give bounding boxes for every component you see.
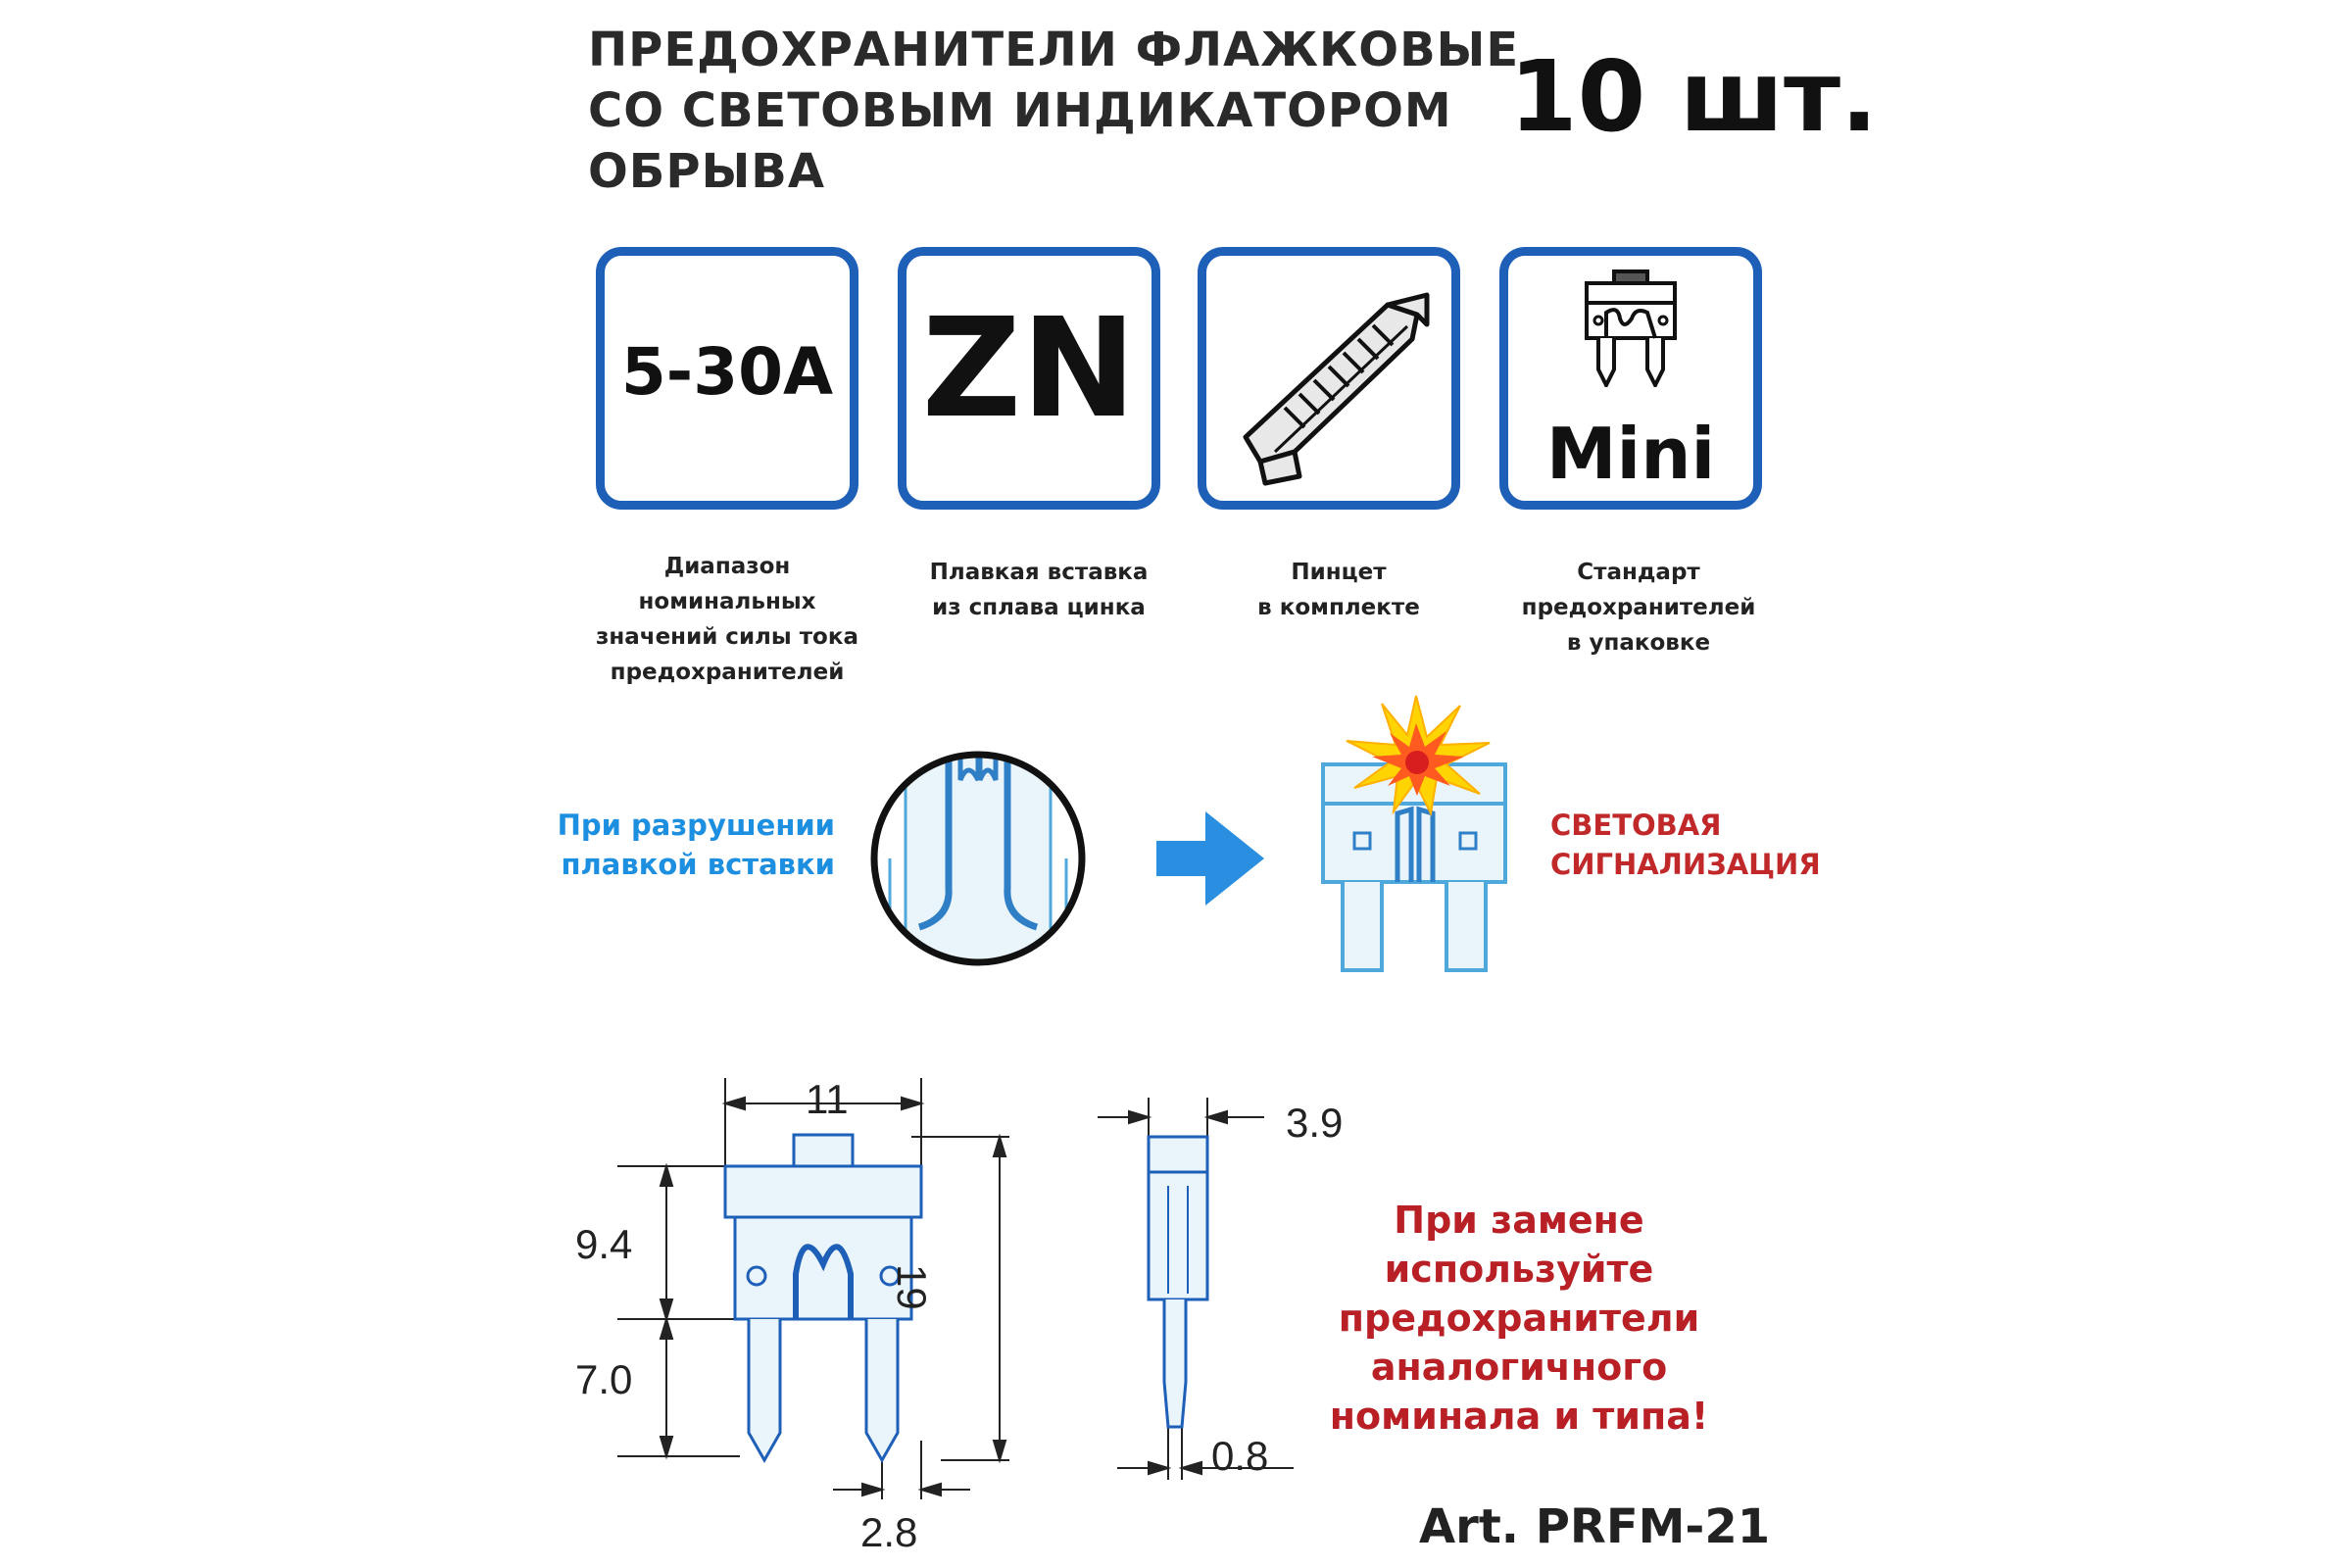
title-line-2: СО СВЕТОВЫМ ИНДИКАТОРОМ [588, 83, 1452, 138]
dim-blade-thickness: 0.8 [1211, 1433, 1269, 1479]
caption-line: из сплава цинка [932, 595, 1146, 620]
caption-line: Стандарт [1577, 560, 1700, 585]
dim-thickness: 3.9 [1286, 1100, 1344, 1146]
quantity-label: 10 шт. [1509, 39, 1879, 154]
dim-leg-width: 2.8 [860, 1509, 918, 1555]
title-line-3: ОБРЫВА [588, 144, 826, 199]
light-signal-line: СВЕТОВАЯ [1550, 808, 1722, 842]
caption-line: Диапазон [663, 554, 791, 579]
dim-total-height: 19 [889, 1264, 935, 1310]
caption-line: Пинцет [1291, 560, 1387, 585]
warning-line: При замене используйте [1384, 1199, 1654, 1291]
title-line-1: ПРЕДОХРАНИТЕЛИ ФЛАЖКОВЫЕ [588, 23, 1520, 77]
warning-line: аналогичного [1370, 1346, 1668, 1389]
arrow-right-icon [1156, 811, 1264, 906]
fuse-signal-icon [1303, 686, 1529, 980]
feature-card-tweezers [1198, 247, 1460, 510]
zinc-text: ZN [921, 289, 1137, 449]
warning-line: предохранители [1338, 1297, 1700, 1340]
caption-line: предохранителей [610, 660, 845, 685]
feature-card-zinc [898, 247, 1160, 510]
fuse-break-line: При разрушении [557, 808, 835, 842]
replacement-warning [1264, 1196, 1774, 1441]
page-title [588, 20, 1520, 202]
tweezers-icon [1216, 266, 1442, 491]
article-number: Art. PRFM-21 [1419, 1499, 1771, 1554]
dim-height-top: 9.4 [575, 1221, 633, 1267]
current-range-text: 5-30A [620, 334, 834, 410]
dim-height-legs: 7.0 [575, 1356, 633, 1402]
caption-mini [1482, 555, 1795, 661]
warning-line: номинала и типа! [1329, 1395, 1709, 1438]
fuse-closeup-icon [851, 741, 1105, 976]
mini-fuse-icon [1577, 270, 1685, 387]
feature-card-current-range [596, 247, 858, 510]
fuse-front-drawing [568, 1068, 1029, 1539]
caption-line: номинальных [638, 589, 816, 614]
fuse-break-text [541, 806, 835, 884]
caption-tweezers [1182, 555, 1495, 625]
caption-line: в упаковке [1566, 630, 1711, 656]
feature-card-mini [1499, 247, 1762, 510]
light-signal-line: СИГНАЛИЗАЦИЯ [1550, 848, 1821, 881]
caption-line: Плавкая вставка [929, 560, 1149, 585]
caption-line: в комплекте [1257, 595, 1420, 620]
fuse-break-line: плавкой вставки [561, 848, 835, 881]
caption-zinc [882, 555, 1196, 625]
caption-line: значений силы тока [596, 624, 858, 650]
light-signal-text [1550, 806, 1864, 884]
caption-line: предохранителей [1521, 595, 1756, 620]
mini-text: Mini [1545, 413, 1716, 495]
dim-width: 11 [806, 1076, 849, 1122]
caption-current-range [570, 549, 884, 690]
